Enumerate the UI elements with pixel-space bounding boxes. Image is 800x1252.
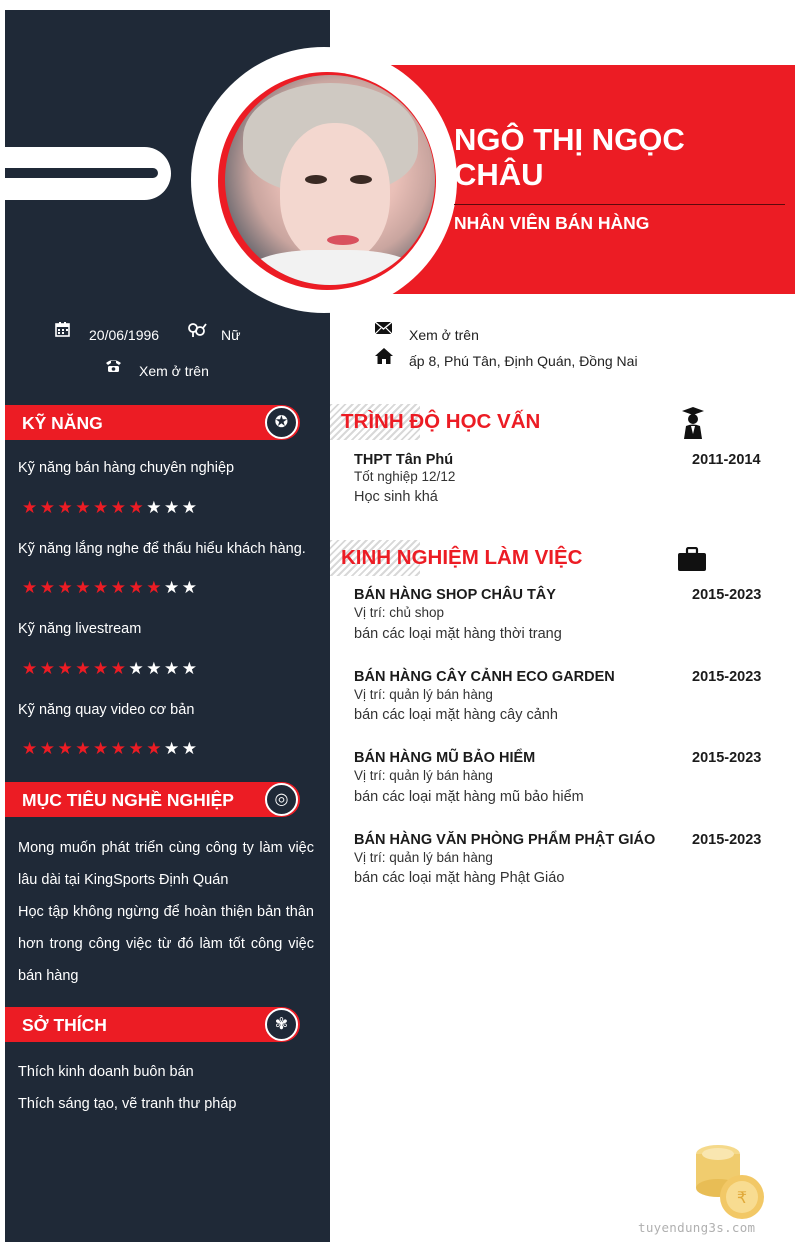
star-empty-icon: ★: [164, 578, 182, 597]
education-note: Học sinh khá: [354, 489, 438, 505]
skill-rating: [22, 739, 200, 759]
hobbies-header: [5, 1007, 300, 1042]
experience-company: BÁN HÀNG CÂY CẢNH ECO GARDEN: [354, 669, 615, 685]
experience-header: [330, 540, 770, 576]
experience-period: 2015-2023: [692, 750, 762, 766]
star-empty-icon: ★: [181, 498, 200, 517]
star-filled-icon: ★: [128, 498, 147, 517]
home-icon: [375, 348, 393, 367]
education-detail: Tốt nghiệp 12/12: [354, 469, 456, 484]
education-header: [330, 404, 770, 440]
star-filled-icon: ★: [22, 739, 40, 758]
skill-label: Kỹ năng bán hàng chuyên nghiệp: [18, 460, 235, 476]
phone: Xem ở trên: [139, 363, 209, 379]
star-filled-icon: ★: [39, 498, 58, 517]
experience-description: bán các loại mặt hàng cây cảnh: [354, 707, 558, 723]
graduate-icon: [678, 406, 708, 436]
star-filled-icon: ★: [39, 659, 58, 678]
phone-icon: [105, 358, 122, 376]
job-title: NHÂN VIÊN BÁN HÀNG: [454, 213, 650, 233]
hobby-item: Thích sáng tạo, vẽ tranh thư pháp: [18, 1096, 237, 1112]
skills-title: KỸ NĂNG: [22, 413, 103, 433]
experience-company: BÁN HÀNG SHOP CHÂU TÂY: [354, 587, 556, 603]
experience-title: KINH NGHIỆM LÀM VIỆC: [341, 546, 583, 569]
star-filled-icon: ★: [93, 659, 111, 678]
coins-icon: [688, 1140, 770, 1222]
star-filled-icon: ★: [39, 739, 58, 758]
education-school: THPT Tân Phú: [354, 452, 454, 468]
birthday: 20/06/1996: [89, 327, 160, 343]
avatar: [225, 75, 435, 285]
experience-company: BÁN HÀNG MŨ BẢO HIỂM: [354, 750, 536, 766]
star-filled-icon: ★: [75, 578, 93, 597]
calendar-icon: [55, 322, 70, 340]
star-filled-icon: ★: [128, 739, 147, 758]
address: ấp 8, Phú Tân, Định Quán, Đồng Nai: [409, 353, 638, 369]
star-filled-icon: ★: [128, 578, 147, 597]
objective-paragraph: Mong muốn phát triển cùng công ty làm việc lâu dài tại KingSports Định Quán: [18, 840, 314, 888]
svg-text:₹: ₹: [736, 1188, 748, 1207]
star-filled-icon: ★: [39, 578, 58, 597]
experience-period: 2015-2023: [692, 587, 762, 603]
star-empty-icon: ★: [181, 659, 200, 678]
star-empty-icon: ★: [164, 659, 182, 678]
envelope-icon: [375, 321, 392, 337]
star-filled-icon: ★: [146, 739, 164, 758]
palette-icon: ✾: [265, 1008, 298, 1041]
skill-label: Kỹ năng lắng nghe để thấu hiểu khách hàng.: [18, 541, 306, 557]
briefcase-icon: [678, 542, 708, 572]
star-filled-icon: ★: [57, 659, 76, 678]
star-filled-icon: ★: [146, 578, 164, 597]
star-filled-icon: ★: [22, 578, 40, 597]
star-filled-icon: ★: [93, 498, 111, 517]
objective-header: [5, 782, 300, 817]
star-filled-icon: ★: [93, 578, 111, 597]
experience-position: Vị trí: chủ shop: [354, 605, 445, 620]
star-filled-icon: ★: [75, 498, 93, 517]
star-empty-icon: ★: [146, 498, 164, 517]
star-filled-icon: ★: [22, 498, 40, 517]
star-filled-icon: ★: [93, 739, 111, 758]
candidate-name: NGÔ THỊ NGỌC CHÂU: [454, 122, 685, 192]
star-filled-icon: ★: [110, 498, 129, 517]
skill-label: Kỹ năng quay video cơ bản: [18, 702, 195, 718]
experience-period: 2015-2023: [692, 669, 762, 685]
experience-description: bán các loại mặt hàng thời trang: [354, 626, 562, 642]
experience-description: bán các loại mặt hàng mũ bảo hiểm: [354, 789, 584, 805]
star-filled-icon: ★: [110, 659, 129, 678]
star-filled-icon: ★: [22, 659, 40, 678]
objective-paragraph: Học tập không ngừng để hoàn thiện bản thân hơn trong công việc từ đó làm tốt công việc bán hàng: [18, 904, 314, 984]
star-empty-icon: ★: [181, 739, 200, 758]
name-divider: [454, 204, 785, 205]
experience-position: Vị trí: quản lý bán hàng: [354, 687, 493, 702]
experience-position: Vị trí: quản lý bán hàng: [354, 850, 493, 865]
skills-header: [5, 405, 300, 440]
skill-rating: [22, 578, 200, 598]
decor-pill-bar: [5, 168, 158, 178]
experience-description: bán các loại mặt hàng Phật Giáo: [354, 870, 565, 886]
hobby-item: Thích kinh doanh buôn bán: [18, 1064, 194, 1080]
star-empty-icon: ★: [128, 659, 147, 678]
star-filled-icon: ★: [110, 578, 129, 597]
watermark: tuyendung3s.com: [638, 1220, 756, 1235]
experience-position: Vị trí: quản lý bán hàng: [354, 768, 493, 783]
email: Xem ở trên: [409, 327, 479, 343]
star-filled-icon: ★: [110, 739, 129, 758]
education-period: 2011-2014: [692, 452, 761, 468]
star-filled-icon: ★: [57, 578, 76, 597]
star-filled-icon: ★: [75, 659, 93, 678]
gender: Nữ: [221, 327, 241, 343]
star-filled-icon: ★: [57, 739, 76, 758]
star-badge-icon: ✪: [265, 406, 298, 439]
star-empty-icon: ★: [164, 498, 182, 517]
education-title: TRÌNH ĐỘ HỌC VẤN: [341, 410, 541, 433]
experience-company: BÁN HÀNG VĂN PHÒNG PHẨM PHẬT GIÁO: [354, 832, 656, 848]
target-icon: ◎: [265, 783, 298, 816]
star-empty-icon: ★: [181, 578, 200, 597]
skill-rating: [22, 659, 200, 679]
skill-rating: [22, 498, 200, 518]
gender-icon: [187, 322, 207, 341]
objective-title: MỤC TIÊU NGHỀ NGHIỆP: [22, 790, 234, 810]
star-empty-icon: ★: [164, 739, 182, 758]
star-filled-icon: ★: [57, 498, 76, 517]
skill-label: Kỹ năng livestream: [18, 621, 142, 637]
star-filled-icon: ★: [75, 739, 93, 758]
experience-period: 2015-2023: [692, 832, 762, 848]
hobbies-title: SỞ THÍCH: [22, 1015, 107, 1035]
star-empty-icon: ★: [146, 659, 164, 678]
